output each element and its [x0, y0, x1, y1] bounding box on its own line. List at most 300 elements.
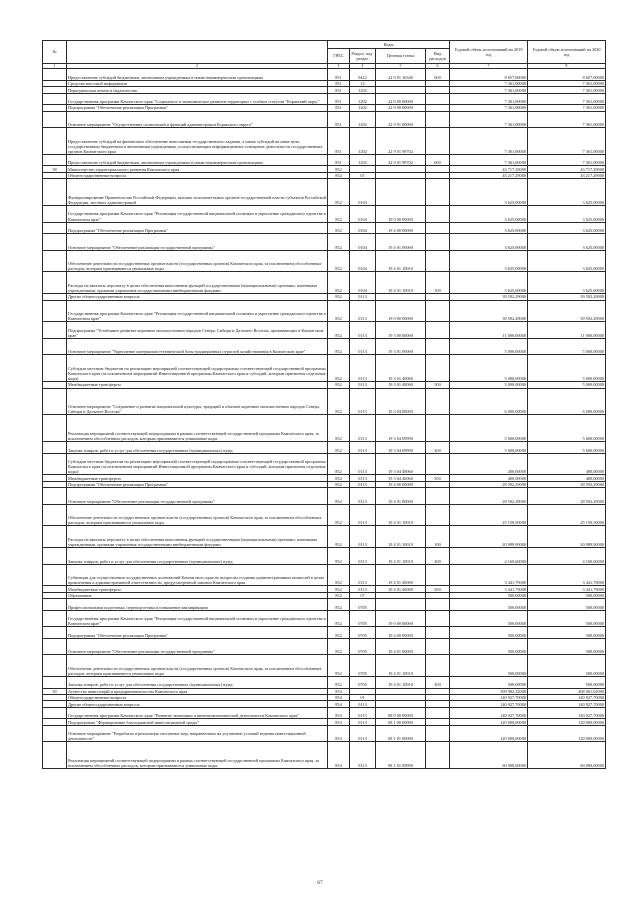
section-code: 0113 [350, 355, 376, 382]
table-row [43, 415, 606, 442]
amount-2019: 140 927,70000 [450, 707, 528, 719]
amount-2019: 3 625,00000 [450, 222, 528, 234]
section-code: 0705 [350, 677, 376, 689]
amount-2019: 3 625,00000 [450, 179, 528, 206]
row-number [43, 638, 67, 655]
section-code: 1202 [350, 93, 376, 105]
amount-2019: 120 000,00000 [450, 719, 528, 725]
amount-2020: 500,00000 [528, 627, 606, 639]
target-article-code: 19 3 04 40060 [376, 475, 426, 481]
section-code: 0113 [350, 475, 376, 481]
row-number [43, 300, 67, 322]
item-name: Субсидии местным бюджетам на реализацию мероприятий соответствующей подпрограммы соответствующей государственной программы Камчатского края (за исключением мероприятий Инвестиционной программы Камчатского края и субсидий, которым присвоены отдельные коды) [67, 355, 328, 382]
grbs-code: 852 [328, 481, 350, 487]
section-code: 1202 [350, 128, 376, 155]
grbs-code: 852 [328, 548, 350, 565]
amount-2020: 500,00000 [528, 655, 606, 677]
target-article-code: 22 9 01 98702 [376, 154, 426, 166]
budget-table-page [42, 40, 605, 769]
section-code: 0705 [350, 627, 376, 639]
table-row [43, 564, 606, 586]
amount-2020: 3 441,79000 [528, 586, 606, 592]
item-name: Субсидии местным бюджетам на реализацию мероприятий соответствующей подпрограммы соответствующей государственной программы Камчатского края (за исключением мероприятий Инвестиционной программы Камчатского края и субсидий, которым присвоены отдельные коды) [67, 453, 328, 475]
amount-2019: 7 361,00000 [450, 128, 528, 155]
amount-2019: 25 150,50000 [450, 504, 528, 526]
amount-2019: 7 361,00000 [450, 87, 528, 93]
grbs-code: 851 [328, 69, 350, 81]
expense-kind-code: 500 [426, 586, 450, 592]
grbs-code: 852 [328, 206, 350, 223]
section-code: 0705 [350, 610, 376, 627]
section-code: 0113 [350, 701, 376, 707]
table-body [43, 69, 606, 769]
amount-2020: 7 361,00000 [528, 111, 606, 128]
amount-2020: 4 160,60000 [528, 548, 606, 565]
table-row [43, 488, 606, 505]
target-article-code: 19 4 01 10010 [376, 526, 426, 548]
amount-2019: 6 000,00000 [450, 388, 528, 415]
item-name: Государственная программа Камчатского края "Развитие экономики и внешнеэкономической деятельности Камчатского края" [67, 707, 328, 719]
amount-2019: 3 441,79000 [450, 586, 528, 592]
target-article-code: 19 4 00 00000 [376, 222, 426, 234]
amount-2019: 43 217,29000 [450, 172, 528, 178]
row-number [43, 655, 67, 677]
row-number [43, 453, 67, 475]
grbs-code: 854 [328, 688, 350, 694]
amount-2019: 20 989,90000 [450, 526, 528, 548]
target-article-code: 19 4 00 00000 [376, 627, 426, 639]
amount-2019: 28 592,29000 [450, 488, 528, 505]
row-number [43, 93, 67, 105]
amount-2020: 7 361,00000 [528, 105, 606, 111]
table-row [43, 526, 606, 548]
target-article-code: 08 1 01 09990 [376, 742, 426, 769]
section-code: 0113 [350, 453, 376, 475]
target-article-code: 19 3 04 09990 [376, 415, 426, 442]
expense-kind-code: 600 [426, 154, 450, 166]
amount-2019: 4 160,60000 [450, 548, 528, 565]
section-code: 1202 [350, 111, 376, 128]
amount-2019: 400,00000 [450, 453, 528, 475]
table-row [43, 638, 606, 655]
table-row [43, 111, 606, 128]
grbs-code: 852 [328, 179, 350, 206]
expense-kind-code [426, 415, 450, 442]
amount-2019: 3 625,00000 [450, 206, 528, 223]
amount-2020: 20 989,90000 [528, 526, 606, 548]
column-number: 5 [376, 64, 426, 69]
item-name: Подпрограмма "Обеспечение реализации Программы" [67, 627, 328, 639]
table-row [43, 599, 606, 611]
amount-2020: 140 927,70000 [528, 694, 606, 700]
row-number [43, 677, 67, 689]
row-number [43, 322, 67, 339]
amount-2020: 3 441,79000 [528, 564, 606, 586]
column-number: 4 [350, 64, 376, 69]
row-number [43, 128, 67, 155]
amount-2020: 39 592,29000 [528, 294, 606, 300]
header-grbs: ГРБС [328, 49, 350, 64]
expense-kind-code [426, 388, 450, 415]
amount-2020: 500,00000 [528, 592, 606, 598]
section-code: 0113 [350, 526, 376, 548]
row-number [43, 234, 67, 251]
amount-2020: 5 000,00000 [528, 382, 606, 388]
amount-2020: 60 000,00000 [528, 742, 606, 769]
item-name: Обеспечение деятельности государственных органов власти (государственных органов) Камчатского края, за исключением обособленных расходов, которым присваиваются уникальные коды [67, 655, 328, 677]
amount-2019: 500,00000 [450, 627, 528, 639]
table-row [43, 442, 606, 454]
amount-2019: 500,00000 [450, 599, 528, 611]
grbs-code: 852 [328, 586, 350, 592]
amount-2019: 140 927,70000 [450, 701, 528, 707]
row-number [43, 222, 67, 234]
item-name: Межбюджетные трансферты [67, 382, 328, 388]
row-number [43, 488, 67, 505]
section-code: 1202 [350, 154, 376, 166]
section-code: 01 [350, 694, 376, 700]
item-name: Другие общегосударственные вопросы [67, 701, 328, 707]
expense-kind-code [426, 707, 450, 719]
table-row [43, 69, 606, 81]
row-number [43, 206, 67, 223]
column-number: 1 [43, 64, 67, 69]
header-amount-2020: Годовой объем ассигнований на 2020 год [528, 41, 606, 64]
column-number: 3 [328, 64, 350, 69]
amount-2019: 140 927,70000 [450, 694, 528, 700]
item-name: Предоставление субсидий бюджетным, автономным учреждениям и иным некоммерческим организациям [67, 154, 328, 166]
amount-2019: 399 982,32000 [450, 688, 528, 694]
grbs-code: 854 [328, 725, 350, 742]
item-name: Функционирование Правительства Российской Федерации, высших исполнительных органов государственной власти субъектов Российской Федерации, местных администраций [67, 179, 328, 206]
target-article-code: 19 4 00 00000 [376, 481, 426, 487]
expense-kind-code: 200 [426, 548, 450, 565]
grbs-code: 852 [328, 338, 350, 355]
section-code: 1202 [350, 87, 376, 93]
target-article-code: 19 3 01 40060 [376, 382, 426, 388]
row-number: 39 [43, 688, 67, 694]
row-number [43, 627, 67, 639]
item-name: Профессиональная подготовка, переподготовка и повышение квалификации [67, 599, 328, 611]
column-number: 8 [528, 64, 606, 69]
grbs-code: 852 [328, 677, 350, 689]
amount-2020: 7 361,00000 [528, 128, 606, 155]
item-name: Государственная программа Камчатского края "Социальное и экономическое развитие территории с особым статусом "Корякский округ" [67, 93, 328, 105]
target-article-code: 19 4 01 40080 [376, 564, 426, 586]
grbs-code: 851 [328, 105, 350, 111]
amount-2019: 28 592,29000 [450, 481, 528, 487]
grbs-code: 852 [328, 250, 350, 272]
item-name: Подпрограмма "Формирование благоприятной инвестиционной среды" [67, 719, 328, 725]
section-code: 0113 [350, 488, 376, 505]
amount-2020: 6 000,00000 [528, 388, 606, 415]
item-name: Основное мероприятие "Сохранение и развитие национальной культуры, традиций и обычаев коренных малочисленных народов Севера, Сибири и Дальнего Востока" [67, 388, 328, 415]
item-name: Предоставление субсидий на финансовое обеспечение выполнения государственного задания, а также субсидий на иные цели государственным бюджетным и автономным учреждениям, осуществляющим информационное освещение деятельности государственных органов Камчатского края [67, 128, 328, 155]
grbs-code: 852 [328, 592, 350, 598]
item-name: Закупка товаров, работ и услуг для обеспечения государственных (муниципальных) нужд [67, 677, 328, 689]
amount-2019: 500,00000 [450, 638, 528, 655]
row-number [43, 69, 67, 81]
section-code: 0705 [350, 638, 376, 655]
item-name: Общегосударственные вопросы [67, 694, 328, 700]
expense-kind-code [426, 725, 450, 742]
grbs-code: 852 [328, 415, 350, 442]
grbs-code: 852 [328, 322, 350, 339]
target-article-code: 19 4 01 40080 [376, 586, 426, 592]
amount-2020: 5 600,00000 [528, 415, 606, 442]
target-article-code: 19 4 01 10010 [376, 272, 426, 294]
grbs-code: 852 [328, 300, 350, 322]
amount-2019: 5 000,00000 [450, 382, 528, 388]
expense-kind-code [426, 355, 450, 382]
grbs-code: 852 [328, 272, 350, 294]
table-row [43, 154, 606, 166]
row-number [43, 742, 67, 769]
expense-kind-code: 200 [426, 442, 450, 454]
amount-2019: 60 000,00000 [450, 742, 528, 769]
row-number [43, 504, 67, 526]
expense-kind-code: 100 [426, 272, 450, 294]
amount-2019: 3 625,00000 [450, 272, 528, 294]
row-number [43, 338, 67, 355]
item-name: Основное мероприятие "Укрепление материально-технической базы традиционных отраслей хозяйствования в Камчатском крае" [67, 338, 328, 355]
column-number: 6 [426, 64, 450, 69]
expense-kind-code [426, 93, 450, 105]
amount-2019: 5 600,00000 [450, 415, 528, 442]
grbs-code: 852 [328, 234, 350, 251]
amount-2019: 5 000,00000 [450, 338, 528, 355]
row-number [43, 154, 67, 166]
item-name: Подпрограмма "Устойчивое развитие коренных малочисленных народов Севера, Сибири и Дальнего Востока, проживающих в Камчатском крае" [67, 322, 328, 339]
page-number: 67 [317, 880, 323, 886]
amount-2019: 7 361,00000 [450, 105, 528, 111]
row-number [43, 599, 67, 611]
target-article-code: 22 9 01 98702 [376, 128, 426, 155]
amount-2019: 43 717,29000 [450, 166, 528, 172]
table-row [43, 610, 606, 627]
item-name: Обеспечение деятельности государственных органов власти (государственных органов) Камчатского края, за исключением обособленных расходов, которым присваиваются уникальные коды [67, 504, 328, 526]
section-code: 0104 [350, 179, 376, 206]
table-row [43, 677, 606, 689]
header-expense-kind: Вид расходов [426, 49, 450, 64]
item-name: Министерство территориального развития Камчатского края [67, 166, 328, 172]
amount-2020: 3 625,00000 [528, 206, 606, 223]
header-amount-2019: Годовой объем ассигнований на 2019 год [450, 41, 528, 64]
item-name: Подпрограмма "Обеспечение реализации Программы" [67, 481, 328, 487]
amount-2019: 39 592,29000 [450, 294, 528, 300]
amount-2019: 120 000,00000 [450, 725, 528, 742]
row-number [43, 179, 67, 206]
section-code: 0104 [350, 206, 376, 223]
table-row [43, 627, 606, 639]
row-number [43, 111, 67, 128]
item-name: Общегосударственные вопросы [67, 172, 328, 178]
expense-kind-code [426, 206, 450, 223]
row-number [43, 355, 67, 382]
target-article-code: 22 9 01 00000 [376, 111, 426, 128]
amount-2019: 5 000,00000 [450, 355, 528, 382]
grbs-code: 851 [328, 93, 350, 105]
amount-2019: 3 625,00000 [450, 250, 528, 272]
section-code: 0113 [350, 415, 376, 442]
grbs-code: 854 [328, 701, 350, 707]
amount-2020: 3 625,00000 [528, 250, 606, 272]
target-article-code: 19 4 01 10010 [376, 250, 426, 272]
expense-kind-code [426, 453, 450, 475]
grbs-code: 852 [328, 504, 350, 526]
amount-2019: 3 441,79000 [450, 564, 528, 586]
expense-kind-code: 500 [426, 382, 450, 388]
amount-2020: 3 625,00000 [528, 234, 606, 251]
amount-2019: 7 361,00000 [450, 111, 528, 128]
table-row [43, 742, 606, 769]
header-name [67, 41, 328, 64]
item-name: Периодическая печать и издательства [67, 87, 328, 93]
item-name: Подпрограмма "Обеспечение реализации Программы" [67, 222, 328, 234]
section-code: 0113 [350, 338, 376, 355]
expense-kind-code: 600 [426, 69, 450, 81]
grbs-code: 852 [328, 599, 350, 611]
grbs-code: 851 [328, 154, 350, 166]
section-code: 0113 [350, 300, 376, 322]
grbs-code: 852 [328, 655, 350, 677]
target-article-code: 08 1 01 00000 [376, 725, 426, 742]
budget-table [42, 40, 606, 769]
amount-2020: 43 217,29000 [528, 172, 606, 178]
item-name: Основное мероприятие "Обеспечение реализации государственной программы" [67, 638, 328, 655]
item-name: Закупка товаров, работ и услуг для обеспечения государственных (муниципальных) нужд [67, 548, 328, 565]
header-section: Раздел, под-раздел [350, 49, 376, 64]
table-row [43, 388, 606, 415]
grbs-code: 852 [328, 475, 350, 481]
amount-2020: 7 361,00000 [528, 80, 606, 86]
amount-2019: 7 361,00000 [450, 154, 528, 166]
amount-2019: 500,00000 [450, 655, 528, 677]
amount-2019: 39 592,29000 [450, 300, 528, 322]
row-number [43, 526, 67, 548]
item-name: Государственная программа Камчатского края "Реализация государственной национальной политики и укрепление гражданского единства в Камчатском крае" [67, 206, 328, 223]
target-article-code: 19 3 04 40060 [376, 453, 426, 475]
amount-2020: 11 000,00000 [528, 322, 606, 339]
amount-2020: 39 592,29000 [528, 300, 606, 322]
grbs-code: 852 [328, 627, 350, 639]
expense-kind-code [426, 338, 450, 355]
item-name: Другие общегосударственные вопросы [67, 294, 328, 300]
header-number: № [43, 41, 67, 64]
amount-2020: 500,00000 [528, 610, 606, 627]
row-number [43, 725, 67, 742]
target-article-code: 19 0 00 00000 [376, 610, 426, 627]
header-target-article: Целевая статья [376, 49, 426, 64]
table-row [43, 272, 606, 294]
item-name: Закупка товаров, работ и услуг для обеспечения государственных (муниципальных) нужд [67, 442, 328, 454]
grbs-code: 851 [328, 128, 350, 155]
amount-2020: 120 000,00000 [528, 725, 606, 742]
row-number [43, 272, 67, 294]
grbs-code: 852 [328, 453, 350, 475]
target-article-code: 19 3 00 00000 [376, 322, 426, 339]
amount-2019: 3 625,00000 [450, 234, 528, 251]
amount-2020: 5 000,00000 [528, 355, 606, 382]
item-name: Средства массовой информации [67, 80, 328, 86]
item-name: Расходы на выплаты персоналу в целях обеспечения выполнения функций государственными (муниципальными) органами, казенными учреждениями, органами управления государственными внебюджетными фондами [67, 526, 328, 548]
item-name: Основное мероприятие "Обеспечение реализации государственной программы" [67, 234, 328, 251]
amount-2020: 25 150,50000 [528, 504, 606, 526]
amount-2020: 140 927,70000 [528, 707, 606, 719]
expense-kind-code [426, 564, 450, 586]
grbs-code: 852 [328, 488, 350, 505]
grbs-code: 852 [328, 172, 350, 178]
section-code: 12 [350, 80, 376, 86]
target-article-code: 19 4 01 10010 [376, 504, 426, 526]
table-header [43, 41, 606, 69]
expense-kind-code [426, 655, 450, 677]
amount-2019: 11 000,00000 [450, 322, 528, 339]
section-code: 0113 [350, 388, 376, 415]
expense-kind-code [426, 322, 450, 339]
grbs-code: 854 [328, 707, 350, 719]
section-code: 0705 [350, 655, 376, 677]
amount-2020: 500,00000 [528, 677, 606, 689]
item-name: Межбюджетные трансферты [67, 475, 328, 481]
target-article-code: 19 4 01 10010 [376, 655, 426, 677]
column-number: 7 [450, 64, 528, 69]
item-name: Межбюджетные трансферты [67, 586, 328, 592]
grbs-code: 852 [328, 638, 350, 655]
amount-2020: 8 657,00000 [528, 69, 606, 81]
section-code: 01 [350, 172, 376, 178]
grbs-code: 852 [328, 355, 350, 382]
row-number [43, 610, 67, 627]
grbs-code: 852 [328, 222, 350, 234]
expense-kind-code [426, 610, 450, 627]
section-code: 0113 [350, 481, 376, 487]
row-number [43, 388, 67, 415]
grbs-code: 851 [328, 80, 350, 86]
table-row [43, 222, 606, 234]
table-row [43, 338, 606, 355]
target-article-code: 19 4 01 10010 [376, 677, 426, 689]
table-row [43, 206, 606, 223]
section-code: 0705 [350, 599, 376, 611]
item-name: Государственная программа Камчатского края "Реализация государственной национальной политики и укрепление гражданского единства в Камчатском крае" [67, 610, 328, 627]
section-code: 0113 [350, 442, 376, 454]
amount-2020: 43 717,29000 [528, 166, 606, 172]
amount-2019: 500,00000 [450, 592, 528, 598]
item-name: Государственная программа Камчатского края "Реализация государственной национальной политики и укрепление гражданского единства в Камчатском крае" [67, 300, 328, 322]
amount-2019: 500,00000 [450, 610, 528, 627]
target-article-code: 22 0 00 00000 [376, 93, 426, 105]
section-code: 0113 [350, 382, 376, 388]
expense-kind-code: 100 [426, 526, 450, 548]
item-name: Реализация мероприятий соответствующей подпрограммы в рамках соответствующей государственной программы Камчатского края, за исключением обособленных расходов, которым присваиваются уникальные коды [67, 742, 328, 769]
table-row [43, 300, 606, 322]
amount-2020: 408 061,02000 [528, 688, 606, 694]
amount-2019: 8 657,00000 [450, 69, 528, 81]
target-article-code: 19 4 01 10010 [376, 548, 426, 565]
target-article-code: 19 3 04 09990 [376, 442, 426, 454]
row-number [43, 442, 67, 454]
expense-kind-code [426, 111, 450, 128]
grbs-code: 852 [328, 388, 350, 415]
grbs-code: 852 [328, 526, 350, 548]
amount-2020: 7 361,00000 [528, 93, 606, 105]
section-code: 1202 [350, 105, 376, 111]
grbs-code: 852 [328, 294, 350, 300]
expense-kind-code [426, 627, 450, 639]
table-row [43, 548, 606, 565]
table-row [43, 504, 606, 526]
